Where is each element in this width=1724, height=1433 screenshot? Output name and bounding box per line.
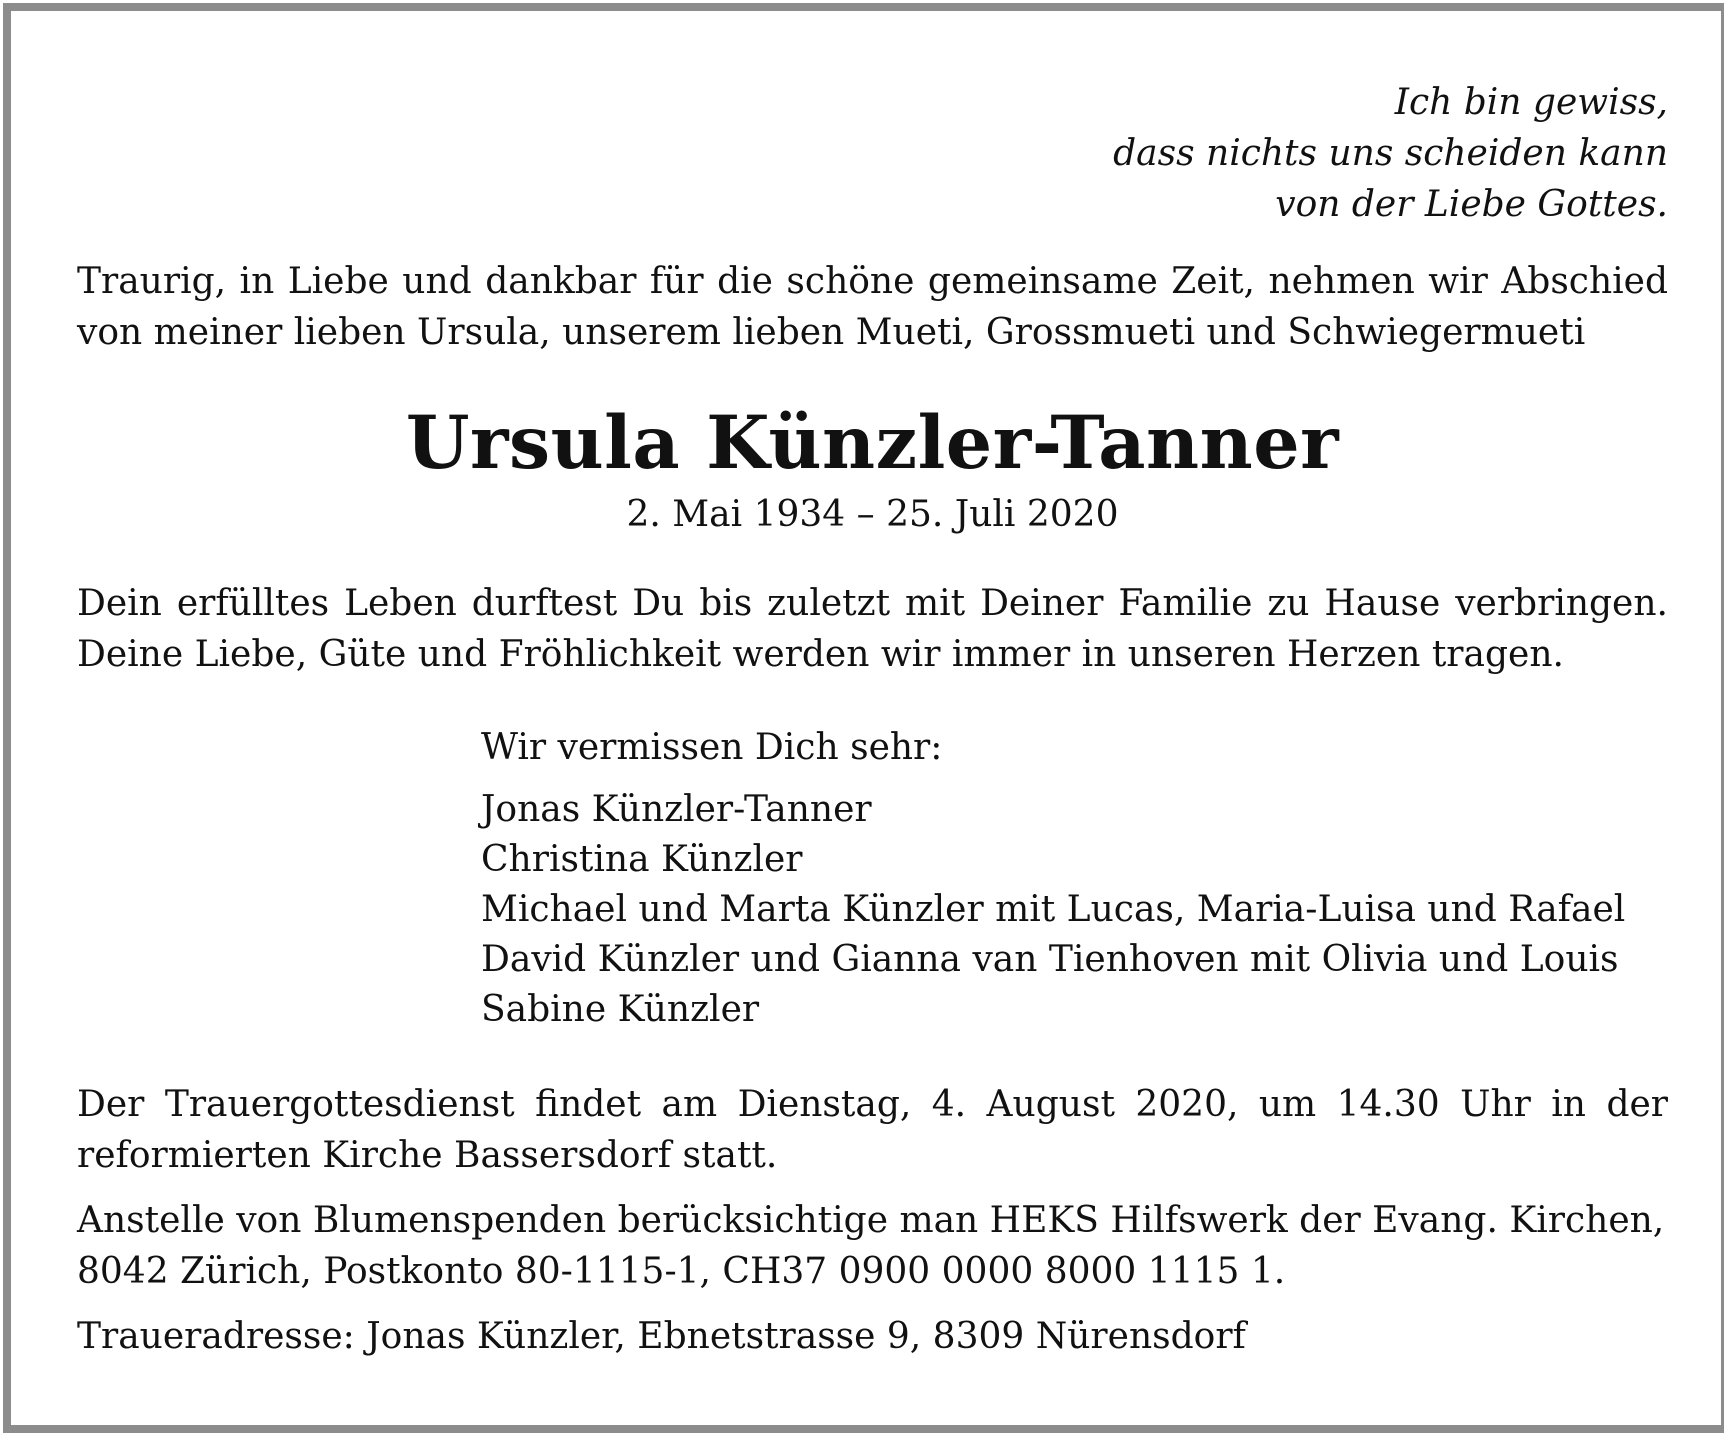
donation-line: Anstelle von Blumenspenden berücksichtige man HEKS Hilfswerk der Evang. Kirchen,: [77, 1200, 1665, 1241]
mourners-heading: Wir vermissen Dich sehr:: [481, 727, 943, 768]
quote-line: von der Liebe Gottes.: [1275, 184, 1668, 225]
mourning-address: Traueradresse: Jonas Künzler, Ebnetstrasse 9, 8309 Nürensdorf: [77, 1316, 1246, 1357]
mourner-name: Christina Künzler: [481, 839, 803, 880]
life-dates: 2. Mai 1934 – 25. Juli 2020: [626, 494, 1119, 535]
quote-line: Ich bin gewiss,: [1394, 82, 1668, 123]
service-paragraph: Der Trauergottesdienst findet am Dienstag, 4. August 2020, um 14.30 Uhr in der reformierten Kirche Bassersdorf statt.: [77, 1084, 1668, 1176]
donation-line: 8042 Zürich, Postkonto 80-1115-1, CH37 0900 0000 8000 1115 1.: [77, 1251, 1286, 1292]
quote-line: dass nichts uns scheiden kann: [1113, 133, 1668, 174]
mourners-block: [481, 722, 1668, 1035]
mourner-name: Sabine Künzler: [481, 989, 760, 1030]
donation-paragraph: [77, 1195, 1668, 1297]
mourner-name: Jonas Künzler-Tanner: [481, 789, 872, 830]
bible-quote: [77, 77, 1668, 230]
notice-content: [77, 77, 1668, 1362]
mourner-name: Michael und Marta Künzler mit Lucas, Maria-Luisa und Rafael: [481, 889, 1626, 930]
deceased-name: Ursula Künzler-Tanner: [405, 400, 1340, 486]
obituary-notice: [3, 3, 1724, 1433]
mourner-name: David Künzler und Gianna van Tienhoven mit Olivia und Louis: [481, 939, 1619, 980]
intro-paragraph: Traurig, in Liebe und dankbar für die schöne gemeinsame Zeit, nehmen wir Abschied von meiner lieben Ursula, unserem lieben Mueti, Grossmueti und Schwiegermueti: [77, 261, 1668, 353]
life-paragraph: Dein erfülltes Leben durftest Du bis zuletzt mit Deiner Familie zu Hause verbringen. Deine Liebe, Güte und Fröhlichkeit werden wir immer in unseren Herzen tragen.: [77, 583, 1668, 675]
